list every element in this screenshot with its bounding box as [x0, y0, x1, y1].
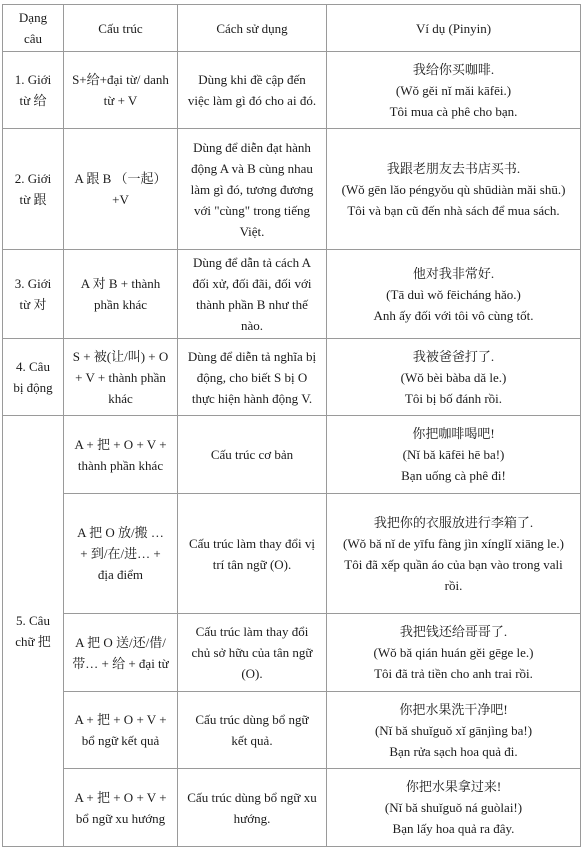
usage-cell: Cấu trúc làm thay đổi vị trí tân ngữ (O). [178, 494, 327, 614]
table-row [3, 769, 581, 847]
table-row [3, 250, 581, 339]
example-chinese: 你把水果拿过来! [405, 779, 502, 794]
type-cell: 4. Câu bị động [3, 339, 64, 416]
table-row [3, 494, 581, 614]
example-vietnamese: Anh ấy đối với tôi vô cùng tốt. [373, 307, 534, 323]
structure-cell: A + 把 + O + V + thành phần khác [64, 416, 178, 494]
example-pinyin: (Wǒ bèi bàba dǎ le.) [400, 369, 507, 385]
example-chinese: 我被爸爸打了. [412, 348, 495, 364]
type-cell: 3. Giới từ 对 [3, 250, 64, 339]
type-cell: 1. Giới từ 给 [3, 52, 64, 129]
example-vietnamese: Tôi và bạn cũ đến nhà sách để mua sách. [347, 202, 560, 218]
usage-cell: Dùng để diễn tả nghĩa bị động, cho biết S bị O thực hiện hành động V. [178, 339, 327, 416]
header-structure: Cấu trúc [64, 5, 178, 52]
example-cell [327, 494, 581, 614]
table-row [3, 614, 581, 692]
example-vietnamese: Tôi mua cà phê cho bạn. [389, 103, 518, 119]
structure-cell: A 把 O 放/搬 … + 到/在/进… + địa điểm [64, 494, 178, 614]
type-cell: 2. Giới từ 跟 [3, 129, 64, 250]
header-example: Ví dụ (Pinyin) [327, 5, 581, 52]
example-pinyin: (Wǒ gēn lǎo péngyǒu qù shūdiàn mǎi shū.) [341, 181, 566, 197]
example-pinyin: (Nǐ bǎ shuǐguǒ ná guòlai!) [384, 800, 523, 815]
header-type: Dạng câu [3, 5, 64, 52]
example-vietnamese: Tôi đã trả tiền cho anh trai rồi. [374, 666, 533, 681]
example-cell [327, 250, 581, 339]
header-row [3, 5, 581, 52]
example-chinese: 我把钱还给哥哥了. [399, 624, 508, 639]
table-row [3, 129, 581, 250]
grammar-table [2, 4, 581, 847]
example-cell [327, 769, 581, 847]
usage-cell: Cấu trúc dùng bổ ngữ kết quả. [178, 692, 327, 769]
example-cell [327, 129, 581, 250]
structure-cell: A 对 B + thành phần khác [64, 250, 178, 339]
example-cell [327, 692, 581, 769]
example-chinese: 我给你买咖啡. [412, 61, 495, 77]
example-pinyin: (Wǒ bǎ nǐ de yīfu fàng jìn xínglǐ xiāng le.) [343, 535, 564, 551]
structure-cell: A + 把 + O + V + bổ ngữ kết quả [64, 692, 178, 769]
example-pinyin: (Wǒ bǎ qián huán gěi gēge le.) [373, 645, 534, 660]
structure-cell: A + 把 + O + V + bổ ngữ xu hướng [64, 769, 178, 847]
type-cell: 5. Câu chữ 把 [3, 416, 64, 847]
example-chinese: 他对我非常好. [412, 265, 495, 281]
usage-cell: Cấu trúc cơ bản [178, 416, 327, 494]
table-row [3, 692, 581, 769]
structure-cell: A 跟 B （一起）+V [64, 129, 178, 250]
structure-cell: A 把 O 送/还/借/带… + 给 + đại từ [64, 614, 178, 692]
table-row [3, 416, 581, 494]
structure-cell: S + 被(让/叫) + O + V + thành phần khác [64, 339, 178, 416]
example-pinyin: (Nǐ bǎ kāfēi hē ba!) [402, 447, 505, 462]
example-chinese: 你把咖啡喝吧! [412, 426, 495, 441]
usage-cell: Dùng để dẫn tả cách A đối xử, đối đãi, đối với thành phần B như thế nào. [178, 250, 327, 339]
example-chinese: 我跟老朋友去书店买书. [386, 160, 521, 176]
example-vietnamese: Bạn rửa sạch hoa quả đi. [389, 743, 518, 759]
usage-cell: Cấu trúc làm thay đổi chủ sở hữu của tân ngữ (O). [178, 614, 327, 692]
example-cell [327, 416, 581, 494]
usage-cell: Cấu trúc dùng bổ ngữ xu hướng. [178, 769, 327, 847]
structure-cell: S+给+đại từ/ danh từ + V [64, 52, 178, 129]
table-row [3, 339, 581, 416]
example-cell [327, 614, 581, 692]
example-vietnamese: Tôi đã xếp quần áo của bạn vào trong vali rồi. [344, 556, 563, 593]
example-chinese: 我把你的衣服放进行李箱了. [373, 514, 534, 530]
example-vietnamese: Bạn lấy hoa quả ra đây. [392, 821, 515, 836]
usage-cell: Dùng khi đề cập đến việc làm gì đó cho ai đó. [178, 52, 327, 129]
header-usage: Cách sử dụng [178, 5, 327, 52]
example-vietnamese: Tôi bị bố đánh rồi. [404, 390, 503, 406]
example-cell [327, 52, 581, 129]
table-row [3, 52, 581, 129]
usage-cell: Dùng để diễn đạt hành động A và B cùng nhau làm gì đó, tương đương với "cùng" trong tiếng Việt. [178, 129, 327, 250]
example-vietnamese: Bạn uống cà phê đi! [401, 468, 506, 483]
example-pinyin: (Wǒ gěi nǐ mǎi kāfēi.) [395, 82, 512, 98]
example-cell [327, 339, 581, 416]
example-pinyin: (Tā duì wǒ fēicháng hǎo.) [386, 286, 521, 302]
example-chinese: 你把水果洗干净吧! [399, 701, 508, 717]
example-pinyin: (Nǐ bǎ shuǐguǒ xǐ gānjìng ba!) [374, 722, 533, 738]
